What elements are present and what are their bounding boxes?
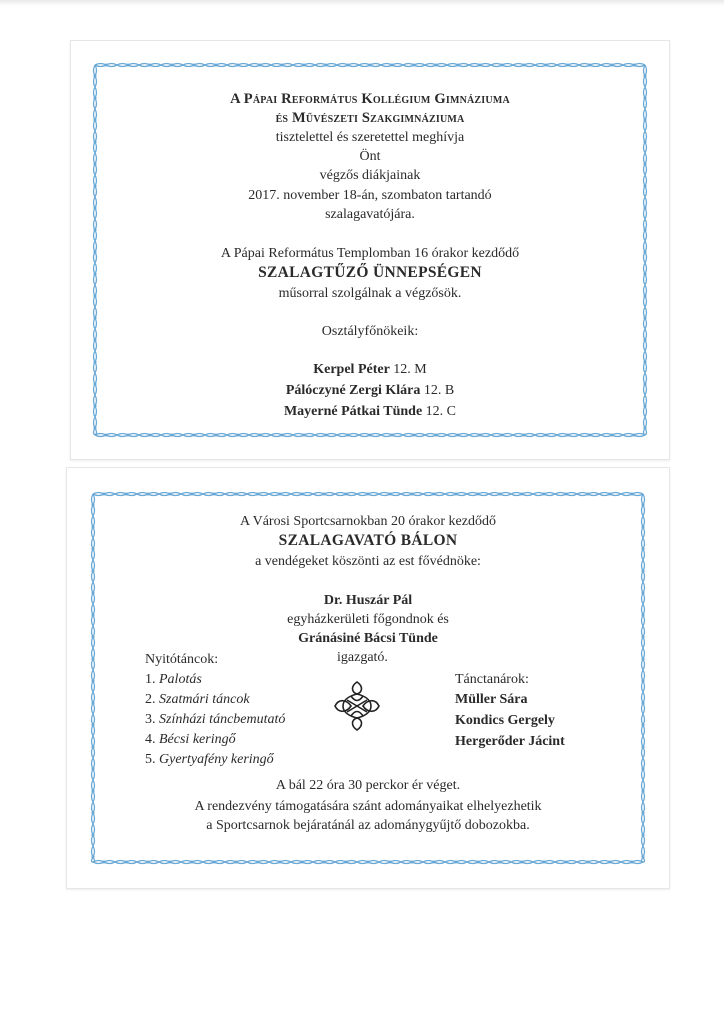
teacher-row — [71, 404, 669, 420]
teacher-row — [71, 383, 669, 399]
date-line: 2017. november 18-án, szombaton tartandó — [248, 188, 492, 203]
director-name: Gránásiné Bácsi Tünde — [298, 631, 438, 646]
dance-number: 5. — [145, 752, 156, 767]
teacher-name: Pálóczyné Zergi Klára — [285, 383, 421, 398]
dance-name: Szatmári táncok — [159, 692, 250, 707]
opening-dance-item — [145, 672, 202, 688]
recipient-line: Önt — [359, 149, 381, 164]
dance-name: Bécsi keringő — [159, 732, 236, 747]
dance-teacher-name: Hergerőder Jácint — [455, 734, 565, 749]
dance-number: 2. — [145, 692, 156, 707]
opening-dances-heading: Nyitótáncok: — [145, 652, 219, 667]
dance-teacher-name: Müller Sára — [455, 692, 528, 707]
teacher-class: 12. M — [393, 362, 427, 377]
dance-teacher-name: Kondics Gergely — [455, 713, 555, 728]
invitation-card-ceremony — [70, 40, 670, 460]
patron-name: Dr. Huszár Pál — [323, 593, 413, 608]
patron-role: egyházkerületi főgondnok és — [287, 612, 449, 627]
director-role: igazgató. — [337, 650, 388, 665]
opening-dance-item — [145, 732, 236, 748]
teacher-name: Mayerné Pátkai Tünde — [283, 404, 423, 419]
teachers-heading: Osztályfőnökeik: — [321, 324, 419, 339]
program-line: műsorral szolgálnak a végzősök. — [278, 286, 462, 301]
invite-line: tisztelettel és szeretettel meghívja — [275, 130, 465, 145]
knot-ornament-icon — [329, 678, 385, 734]
students-line: végzős diákjainak — [319, 168, 421, 183]
dance-number: 4. — [145, 732, 156, 747]
dance-name: Palotás — [159, 672, 202, 687]
ball-venue-line: A Városi Sportcsarnokban 20 órakor kezdődő — [240, 514, 496, 529]
teacher-class: 12. B — [423, 383, 455, 398]
dance-name: Gyertyafény keringő — [159, 752, 274, 767]
ceremony-title: SZALAGTŰZŐ ÜNNEPSÉGEN — [258, 264, 482, 281]
teacher-row — [71, 362, 669, 378]
scan-top-shadow — [0, 0, 724, 6]
donation-line: A rendezvény támogatására szánt adományaikat elhelyezhetik — [194, 799, 542, 814]
opening-dance-item — [145, 692, 250, 708]
patron-intro-line: a vendégeket köszönti az est fővédnöke: — [255, 554, 481, 569]
teacher-name: Kerpel Péter — [313, 362, 390, 377]
opening-dance-item — [145, 712, 285, 728]
venue-line: A Pápai Református Templomban 16 órakor kezdődő — [220, 246, 520, 261]
teacher-class: 12. C — [425, 404, 457, 419]
event-name-line: szalagavatójára. — [325, 207, 415, 222]
school-name-line1: A Pápai Református Kollégium Gimnáziuma — [230, 91, 510, 107]
dance-number: 3. — [145, 712, 156, 727]
ball-title: SZALAGAVATÓ BÁLON — [278, 532, 458, 549]
dance-name: Színházi táncbemutató — [159, 712, 286, 727]
dance-number: 1. — [145, 672, 156, 687]
opening-dance-item — [145, 752, 274, 768]
school-name-line2: és Művészeti Szakgimnáziuma — [275, 110, 465, 126]
donation-place-line: a Sportcsarnok bejáratánál az adománygyűjtő dobozokba. — [206, 818, 530, 833]
invitation-card-ball — [66, 467, 670, 889]
dance-teachers-heading: Tánctanárok: — [455, 672, 529, 687]
closing-time-line: A bál 22 óra 30 perckor ér véget. — [275, 778, 461, 793]
